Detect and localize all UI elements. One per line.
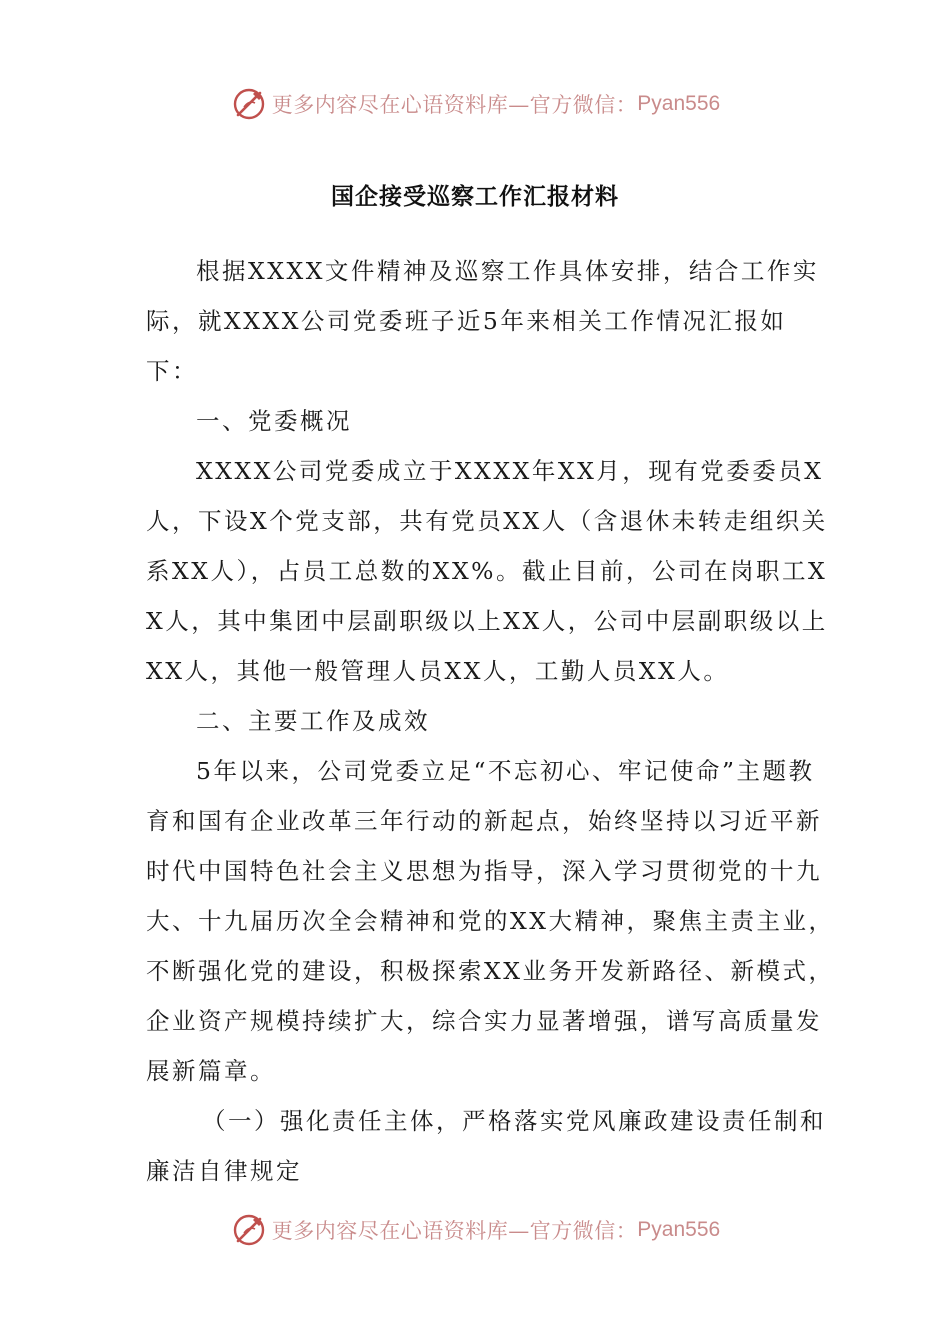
subsection-heading-1: （一）强化责任主体，严格落实党风廉政建设责任制和廉洁自律规定	[146, 1107, 826, 1185]
document-body	[146, 246, 836, 1196]
section-heading-1: 一、党委概况	[196, 407, 352, 435]
achievements-paragraph: 5年以来，公司党委立足“不忘初心、牢记使命”主题教育和国有企业改革三年行动的新起点，始终坚持以习近平新时代中国特色社会主义思想为指导，深入学习贯彻党的十九大、十九届历次全会精神和党的XX大精神，聚焦主责主业，不断强化党的建设，积极探索XX业务开发新路径、新模式，企业资产规模持续扩大，综合实力显著增强，谱写高质量发展新篇章。	[146, 757, 835, 1085]
watermark-text: 更多内容尽在心语资料库—官方微信：	[271, 93, 638, 117]
document-title: 国企接受巡察工作汇报材料	[331, 184, 619, 210]
pen-logo-icon	[230, 1211, 268, 1249]
watermark-text: 更多内容尽在心语资料库—官方微信：	[271, 1219, 638, 1243]
section-heading-2: 二、主要工作及成效	[196, 707, 430, 735]
watermark-wechat-id: Pyan556	[637, 92, 721, 115]
overview-paragraph: XXXX公司党委成立于XXXX年XX月，现有党委委员X人，下设X个党支部，共有党员XX人（含退休未转走组织关系XX人），占员工总数的XX%。截止目前，公司在岗职工XX人，其中集团中层副职级以上XX人，公司中层副职级以上XX人，其他一般管理人员XX人，工勤人员XX人。	[146, 457, 828, 685]
watermark-wechat-id: Pyan556	[637, 1218, 721, 1241]
watermark-banner-bottom	[0, 1208, 950, 1252]
intro-paragraph: 根据XXXX文件精神及巡察工作具体安排，结合工作实际，就XXXX公司党委班子近5年来相关工作情况汇报如下：	[146, 257, 819, 385]
watermark-banner-top	[0, 82, 950, 126]
pen-logo-icon	[230, 85, 268, 123]
